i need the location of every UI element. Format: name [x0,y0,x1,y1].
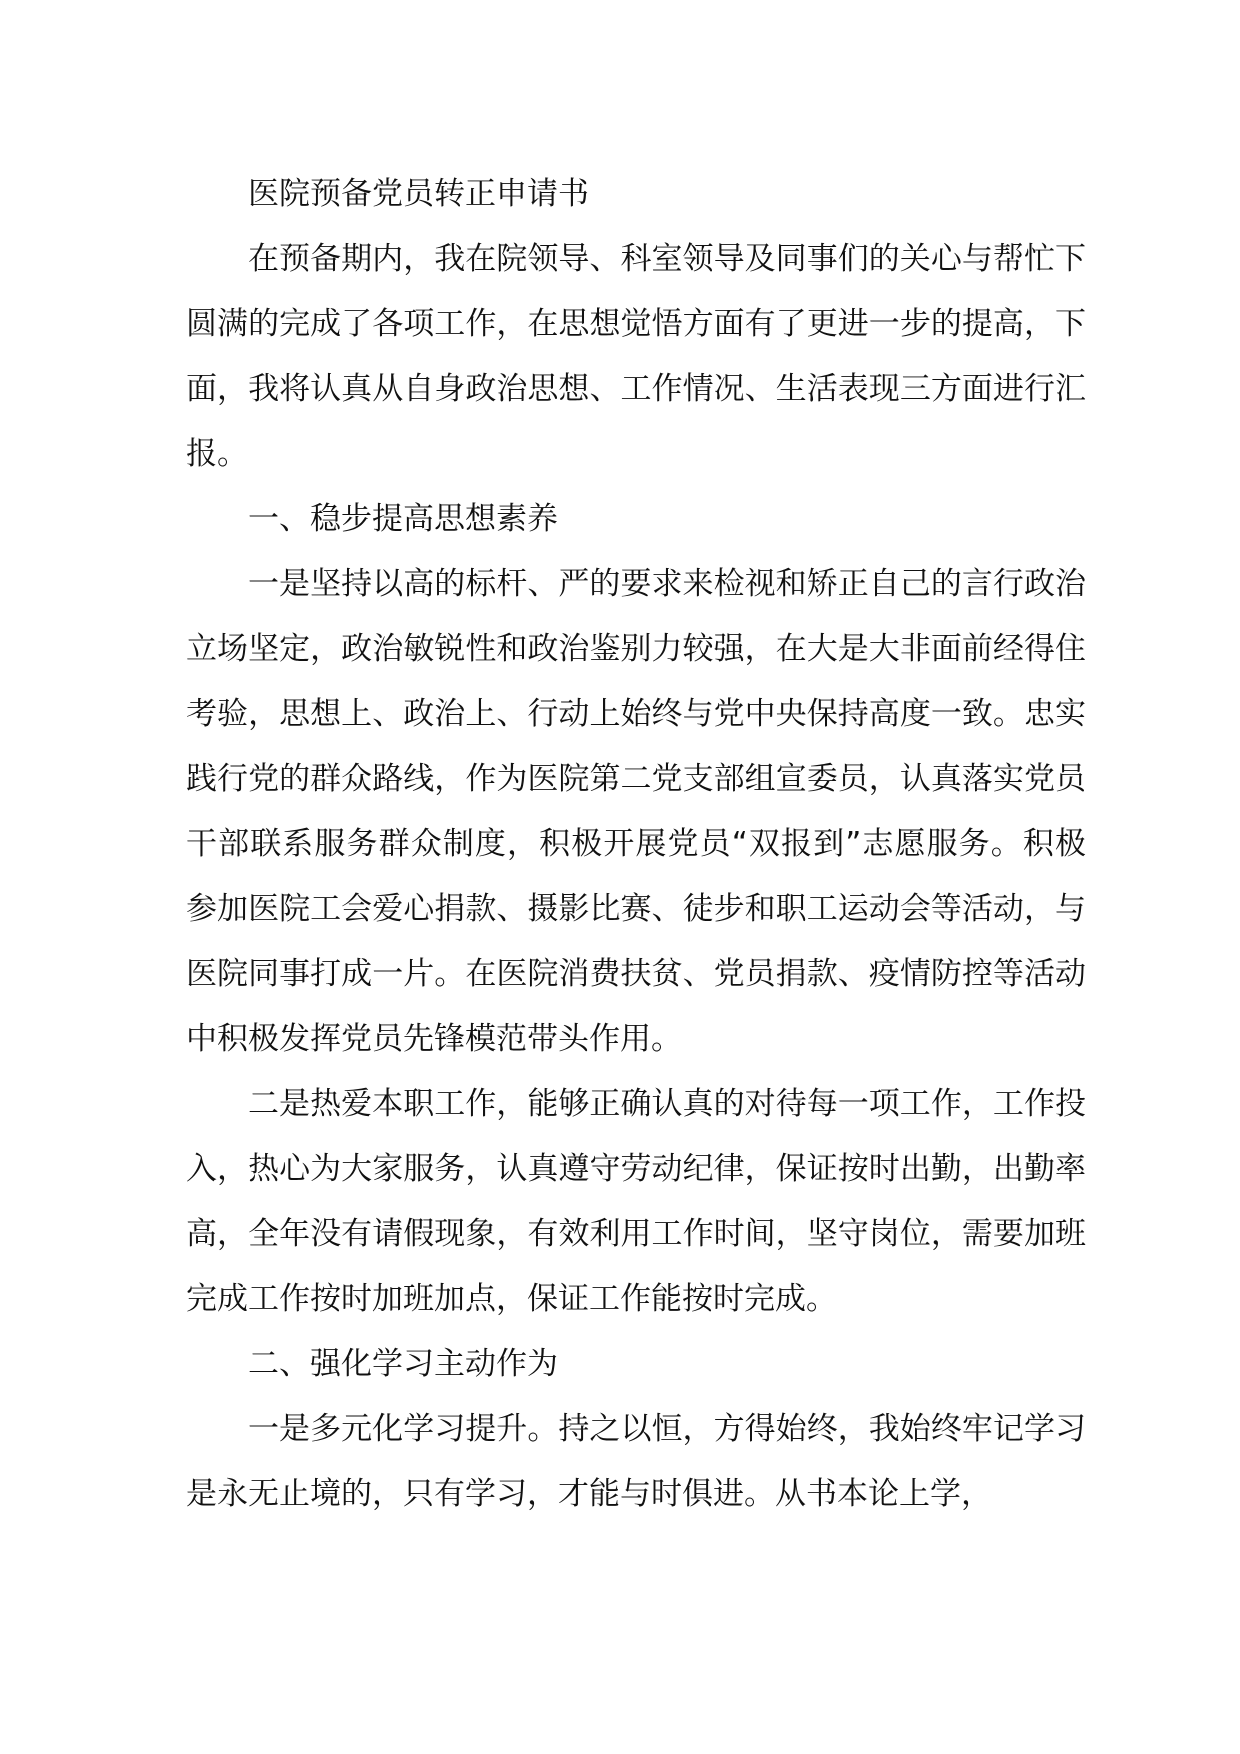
paragraph-intro: 在预备期内，我在院领导、科室领导及同事们的关心与帮忙下圆满的完成了各项工作，在思想觉悟方面有了更进一步的提高，下面，我将认真从自身政治思想、工作情况、生活表现三方面进行汇报。 [186,241,1086,472]
paragraph-1: 一是坚持以高的标杆、严的要求来检视和矫正自己的言行政治立场坚定，政治敏锐性和政治鉴别力较强，在大是大非面前经得住考验，思想上、政治上、行动上始终与党中央保持高度一致。忠实践行党的群众路线，作为医院第二党支部组宣委员，认真落实党员干部联系服务群众制度，积极开展党员“双报到”志愿服务。积极参加医院工会爱心捐款、摄影比赛、徒步和职工运动会等活动，与医院同事打成一片。在医院消费扶贫、党员捐款、疫情防控等活动中积极发挥党员先锋模范带头作用。 [186,566,1086,1057]
paragraph-2: 二是热爱本职工作，能够正确认真的对待每一项工作，工作投入，热心为大家服务，认真遵守劳动纪律，保证按时出勤，出勤率高，全年没有请假现象，有效利用工作时间，坚守岗位，需要加班完成工作按时加班加点，保证工作能按时完成。 [186,1086,1086,1317]
document-body [186,162,1086,1527]
section-heading-1: 一、稳步提高思想素养 [248,501,558,537]
document-title: 医院预备党员转正申请书 [248,176,589,212]
section-heading-2: 二、强化学习主动作为 [248,1346,558,1382]
paragraph-3: 一是多元化学习提升。持之以恒，方得始终，我始终牢记学习是永无止境的，只有学习，才能与时俱进。从书本论上学， [186,1411,1086,1512]
